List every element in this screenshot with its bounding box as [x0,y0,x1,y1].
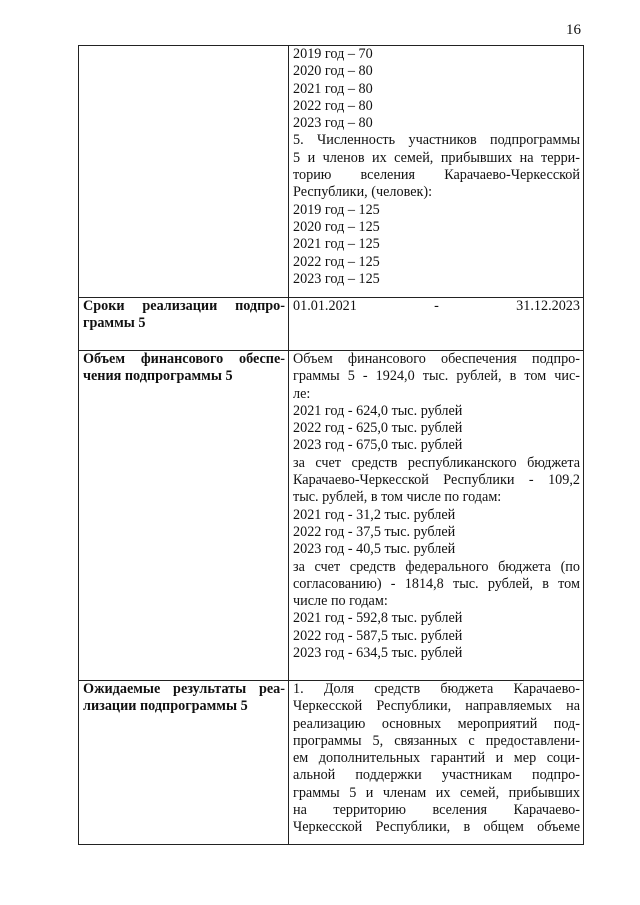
row-content-line: Черкесской Республики, направляемых на [293,698,580,715]
row-content-line: 2023 год – 80 [293,115,373,132]
row-label-line: лизации подпрограммы 5 [83,698,248,715]
row-content-line: за счет средств республиканского бюджета [293,454,580,471]
row-content-cell [289,351,584,681]
subprogram-passport-table [78,45,584,845]
table-row [79,351,584,681]
row-content-line: Объем финансового обеспечения подпро- [293,351,580,367]
row-content-line: 2020 год – 125 [293,218,380,235]
row-content-cell [289,46,584,298]
row-content-line: 2022 год – 80 [293,97,373,114]
row-content-line: 2019 год – 125 [293,201,380,218]
row-content-line: за счет средств федерального бюджета (по [293,558,580,575]
row-content-line: согласованию) - 1814,8 тыс. рублей, в том [293,575,580,592]
row-content-line: программы 5, связанных с предоставлени- [293,732,580,749]
row-content-line: 1. Доля средств бюджета Карачаево- [293,681,580,697]
row-content-line: торию вселения Карачаево-Черкесской [293,167,580,184]
row-content-line: Республики, (человек): [293,184,433,201]
row-label-cell [79,681,289,845]
row-content-line: 2022 год - 37,5 тыс. рублей [293,523,456,540]
page-number: 16 [566,22,581,38]
row-label-line: Сроки реализации подпро- [83,298,285,314]
table-row [79,298,584,351]
row-content-line: 2023 год - 675,0 тыс. рублей [293,437,463,454]
row-label-cell [79,46,289,298]
row-content-line: 2021 год – 125 [293,236,380,253]
row-content-line: 2022 год – 125 [293,253,380,270]
row-content-line: на территорию вселения Карачаево- [293,802,580,819]
row-label-cell [79,298,289,351]
row-label-line: Ожидаемые результаты реа- [83,681,285,697]
row-content-line: 2022 год - 625,0 тыс. рублей [293,420,463,437]
table-row [79,46,584,298]
row-content-cell [289,681,584,845]
row-content-line: 2019 год – 70 [293,46,373,62]
row-content-cell [289,298,584,351]
row-content-line: ем дополнительных гарантий и мер соци- [293,750,580,767]
row-content-line: 2021 год - 624,0 тыс. рублей [293,402,463,419]
row-content-line: 2020 год – 80 [293,63,373,80]
row-content-line: 2023 год - 40,5 тыс. рублей [293,541,456,558]
row-content-line: 2021 год - 31,2 тыс. рублей [293,506,456,523]
row-content-line: альной поддержки участникам подпро- [293,767,580,784]
row-content-line: 2021 год – 80 [293,80,373,97]
row-content-line: тыс. рублей, в том числе по годам: [293,489,502,506]
table-row [79,681,584,845]
row-content-line: 01.01.2021 - 31.12.2023 [293,298,580,314]
row-label-cell [79,351,289,681]
row-label-line: граммы 5 [83,315,146,332]
row-label-line: Объем финансового обеспе- [83,351,285,367]
row-content-line: 2023 год – 125 [293,270,380,287]
row-content-line: 2022 год - 587,5 тыс. рублей [293,627,463,644]
row-content-line: 5. Численность участников подпрограммы [293,132,580,149]
row-content-line: ле: [293,385,311,402]
row-content-line: 2021 год - 592,8 тыс. рублей [293,610,463,627]
row-content-line: 2023 год - 634,5 тыс. рублей [293,645,463,662]
row-content-line: граммы 5 и членам их семей, прибывших [293,784,580,801]
row-label-line: чения подпрограммы 5 [83,368,233,385]
row-content-line: числе по годам: [293,593,388,610]
row-content-line: граммы 5 - 1924,0 тыс. рублей, в том чис- [293,368,580,385]
row-content-line: реализацию основных мероприятий под- [293,715,580,732]
row-content-line: Черкесской Республики, в общем объеме [293,819,580,836]
row-content-line: 5 и членов их семей, прибывших на терри- [293,149,580,166]
row-content-line: Карачаево-Черкесской Республики - 109,2 [293,472,580,489]
